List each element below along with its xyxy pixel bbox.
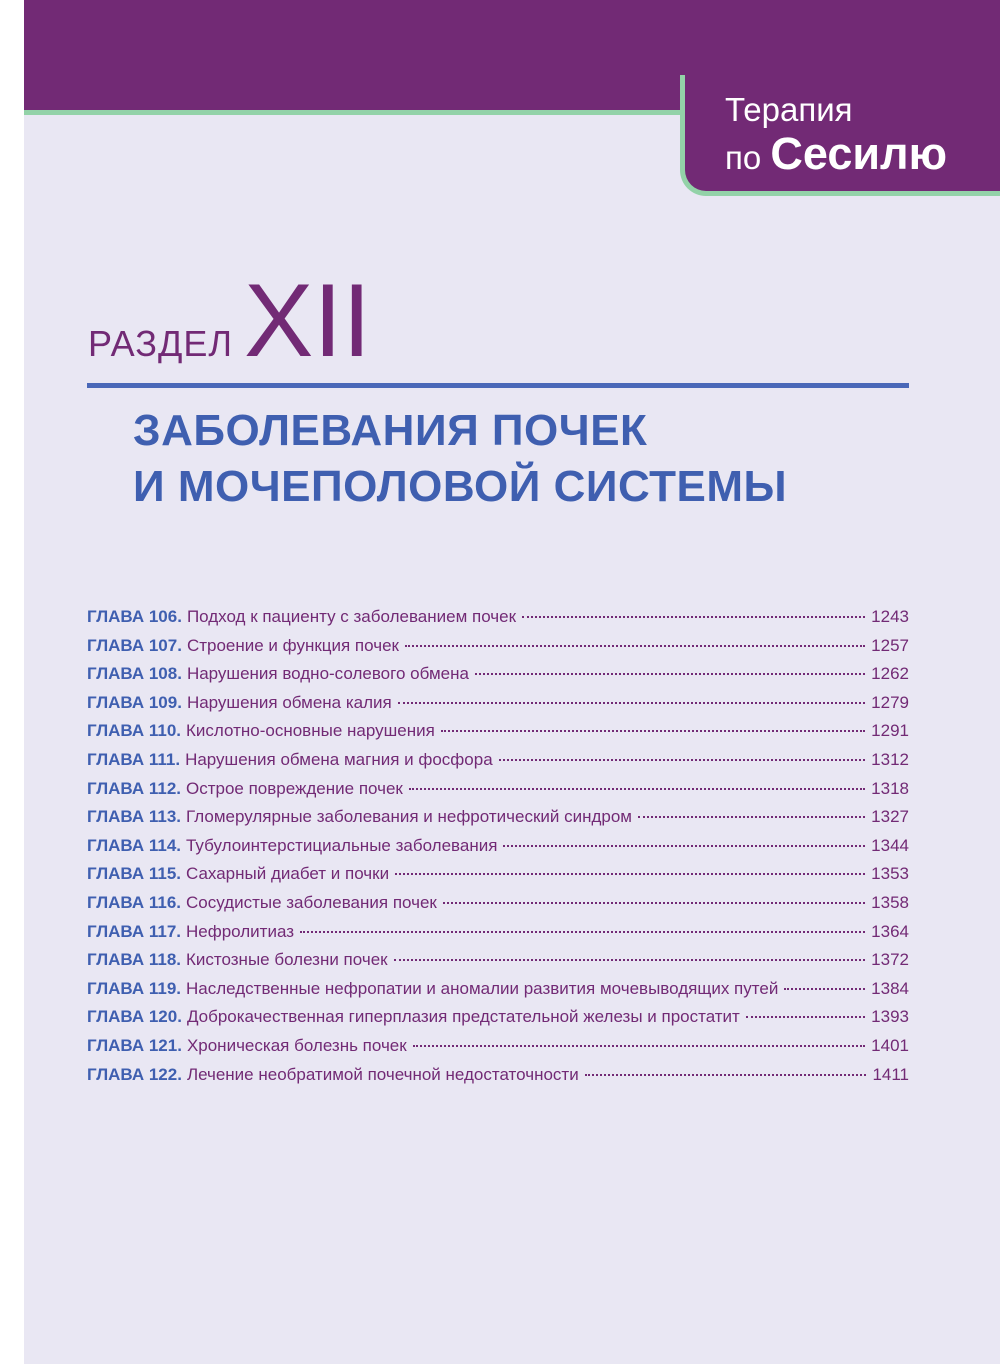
- toc-entry[interactable]: [87, 864, 909, 893]
- toc-chapter-title: Сахарный диабет и почки: [186, 864, 390, 884]
- toc-dot-leader: [503, 845, 865, 847]
- brand-title-line1: Терапия: [725, 91, 853, 128]
- toc-entry[interactable]: [87, 807, 909, 836]
- toc-chapter-number: ГЛАВА 110.: [87, 721, 181, 741]
- toc-page-number: 1262: [871, 664, 909, 684]
- toc-entry[interactable]: [87, 1065, 909, 1094]
- toc-chapter-number: ГЛАВА 106.: [87, 607, 182, 626]
- toc-dot-leader: [405, 645, 865, 647]
- toc-entry[interactable]: [87, 950, 909, 979]
- toc-entry[interactable]: [87, 979, 909, 1008]
- toc-entry[interactable]: [87, 664, 909, 693]
- toc-chapter-title: Сосудистые заболевания почек: [186, 892, 437, 912]
- toc-chapter-number: ГЛАВА 119.: [87, 978, 181, 998]
- brand-title-prefix: по: [725, 139, 762, 176]
- toc-dot-leader: [475, 673, 865, 675]
- toc-chapter-title: Строение и функция почек: [186, 635, 399, 655]
- toc-chapter-number: ГЛАВА 111.: [87, 749, 181, 769]
- toc-entry[interactable]: [87, 750, 909, 779]
- toc-chapter-title: Хроническая болезнь почек: [186, 1035, 407, 1055]
- toc-chapter-title: Нарушения водно-солевого обмена: [186, 664, 469, 684]
- toc-page-number: 1384: [871, 978, 909, 998]
- toc-chapter-number: ГЛАВА 122.: [87, 1064, 182, 1084]
- toc-chapter-number: ГЛАВА 112.: [87, 778, 181, 798]
- toc-chapter-title: Наследственные нефропатии и аномалии развития мочевыводящих путей: [186, 978, 779, 998]
- toc-chapter-number: ГЛАВА 109.: [87, 692, 182, 712]
- toc-chapter-number: ГЛАВА 108.: [87, 664, 182, 684]
- toc-dot-leader: [638, 816, 865, 818]
- table-of-contents: [87, 607, 909, 1093]
- toc-page-number: 1291: [871, 721, 909, 741]
- toc-dot-leader: [784, 988, 865, 990]
- toc-entry[interactable]: [87, 893, 909, 922]
- toc-entry[interactable]: [87, 1007, 909, 1036]
- toc-dot-leader: [409, 788, 865, 790]
- toc-entry[interactable]: [87, 607, 909, 636]
- toc-entry[interactable]: [87, 922, 909, 951]
- toc-chapter-title: Нарушения обмена калия: [186, 692, 392, 712]
- section-label: РАЗДЕЛ: [88, 323, 233, 364]
- toc-chapter-number: ГЛАВА 121.: [87, 1035, 182, 1055]
- toc-chapter-title: Кислотно-основные нарушения: [186, 721, 435, 741]
- section-number: XII: [244, 263, 372, 379]
- section-title-line2: И МОЧЕПОЛОВОЙ СИСТЕМЫ: [133, 462, 788, 511]
- toc-dot-leader: [395, 873, 865, 875]
- toc-chapter-title: Кистозные болезни почек: [186, 950, 388, 970]
- toc-dot-leader: [441, 730, 865, 732]
- toc-chapter-number: ГЛАВА 118.: [87, 950, 181, 970]
- toc-page-number: 1243: [871, 607, 909, 626]
- toc-entry[interactable]: [87, 1036, 909, 1065]
- brand-title-bold: Сесилю: [770, 128, 948, 179]
- toc-entry[interactable]: [87, 693, 909, 722]
- toc-entry[interactable]: [87, 779, 909, 808]
- toc-entry[interactable]: [87, 636, 909, 665]
- toc-entry[interactable]: [87, 721, 909, 750]
- brand-title-line2: [725, 130, 947, 182]
- toc-dot-leader: [522, 616, 865, 618]
- toc-chapter-title: Острое повреждение почек: [186, 778, 403, 798]
- toc-entry[interactable]: [87, 836, 909, 865]
- toc-chapter-number: ГЛАВА 115.: [87, 864, 181, 884]
- toc-chapter-title: Нарушения обмена магния и фосфора: [185, 749, 493, 769]
- toc-page-number: 1318: [871, 778, 909, 798]
- toc-dot-leader: [300, 931, 865, 933]
- toc-dot-leader: [398, 702, 865, 704]
- toc-chapter-title: Лечение необратимой почечной недостаточности: [186, 1064, 579, 1084]
- toc-dot-leader: [443, 902, 865, 904]
- toc-page-number: 1358: [871, 892, 909, 912]
- toc-chapter-number: ГЛАВА 114.: [87, 835, 181, 855]
- toc-page-number: 1257: [871, 635, 909, 655]
- section-title: [133, 403, 787, 515]
- toc-dot-leader: [413, 1045, 865, 1047]
- toc-page-number: 1364: [871, 921, 909, 941]
- toc-page-number: 1401: [871, 1035, 909, 1055]
- toc-page-number: 1411: [872, 1064, 909, 1084]
- toc-page-number: 1327: [871, 807, 909, 827]
- section-title-line1: ЗАБОЛЕВАНИЯ ПОЧЕК: [133, 406, 648, 455]
- toc-dot-leader: [746, 1016, 865, 1018]
- toc-chapter-title: Тубулоинтерстициальные заболевания: [186, 835, 498, 855]
- toc-page-number: 1312: [871, 749, 909, 769]
- toc-chapter-title: Гломерулярные заболевания и нефротический синдром: [186, 807, 632, 827]
- toc-page-number: 1344: [871, 835, 909, 855]
- section-divider: [87, 383, 909, 388]
- toc-chapter-title: Доброкачественная гиперплазия предстательной железы и простатит: [186, 1007, 740, 1027]
- toc-chapter-title: Подход к пациенту с заболеванием почек: [186, 607, 517, 626]
- toc-dot-leader: [499, 759, 866, 761]
- toc-page-number: 1353: [871, 864, 909, 884]
- toc-chapter-number: ГЛАВА 117.: [87, 921, 181, 941]
- toc-chapter-number: ГЛАВА 120.: [87, 1007, 182, 1027]
- toc-page-number: 1279: [871, 692, 909, 712]
- toc-dot-leader: [585, 1074, 867, 1076]
- toc-chapter-number: ГЛАВА 107.: [87, 635, 182, 655]
- toc-chapter-number: ГЛАВА 116.: [87, 892, 181, 912]
- toc-page-number: 1393: [871, 1007, 909, 1027]
- toc-dot-leader: [394, 959, 866, 961]
- toc-chapter-title: Нефролитиаз: [186, 921, 295, 941]
- toc-chapter-number: ГЛАВА 113.: [87, 807, 181, 827]
- toc-page-number: 1372: [871, 950, 909, 970]
